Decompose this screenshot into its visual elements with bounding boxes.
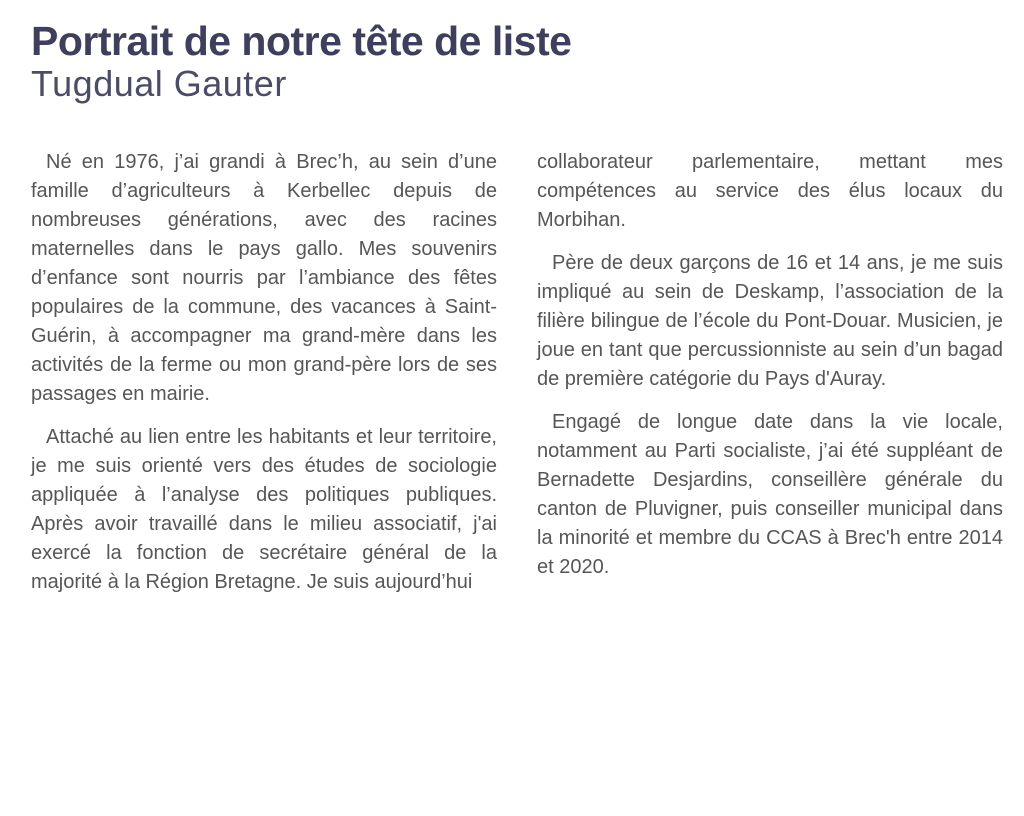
paragraph-studies-career: Attaché au lien entre les habitants et leur territoire, je me suis orienté vers des études de sociologie appliquée à l’analyse des politiques publiques. Après avoir travaillé dans le milieu associatif, j'ai exercé la fonction de secrétaire général de la majorité à la Région Bretagne. Je suis aujourd’hui — [31, 426, 497, 593]
article-body — [31, 148, 1003, 597]
column-left — [31, 148, 497, 597]
paragraph-family-music: Père de deux garçons de 16 et 14 ans, je me suis impliqué au sein de Deskamp, l’association de la filière bilingue de l’école du Pont-Douar. Musicien, je joue en tant que percussionniste au sein d’un bagad de première catégorie du Pays d'Auray. — [537, 252, 1003, 390]
paragraph-birth-family: Né en 1976, j’ai grandi à Brec’h, au sein d’une famille d’agriculteurs à Kerbellec depuis de nombreuses générations, avec des racines maternelles dans le pays gallo. Mes souvenirs d’enfance sont nourris par l’ambiance des fêtes populaires de la commune, des vacances à Saint-Guérin, à accompagner ma grand-mère dans les activités de la ferme ou mon grand-père lors de ses passages en mairie. — [31, 151, 497, 405]
column-right — [537, 148, 1003, 597]
page-title: Portrait de notre tête de liste — [31, 18, 572, 64]
paragraph-political-engagement: Engagé de longue date dans la vie locale, notamment au Parti socialiste, j’ai été suppléant de Bernadette Desjardins, conseillère générale du canton de Pluvigner, puis conseiller municipal dans la minorité et membre du CCAS à Brec'h entre 2014 et 2020. — [537, 411, 1003, 578]
article-header — [31, 18, 1003, 104]
page-subtitle: Tugdual Gauter — [31, 63, 287, 104]
paragraph-career-continuation: collaborateur parlementaire, mettant mes compétences au service des élus locaux du Morbihan. — [537, 151, 1003, 231]
